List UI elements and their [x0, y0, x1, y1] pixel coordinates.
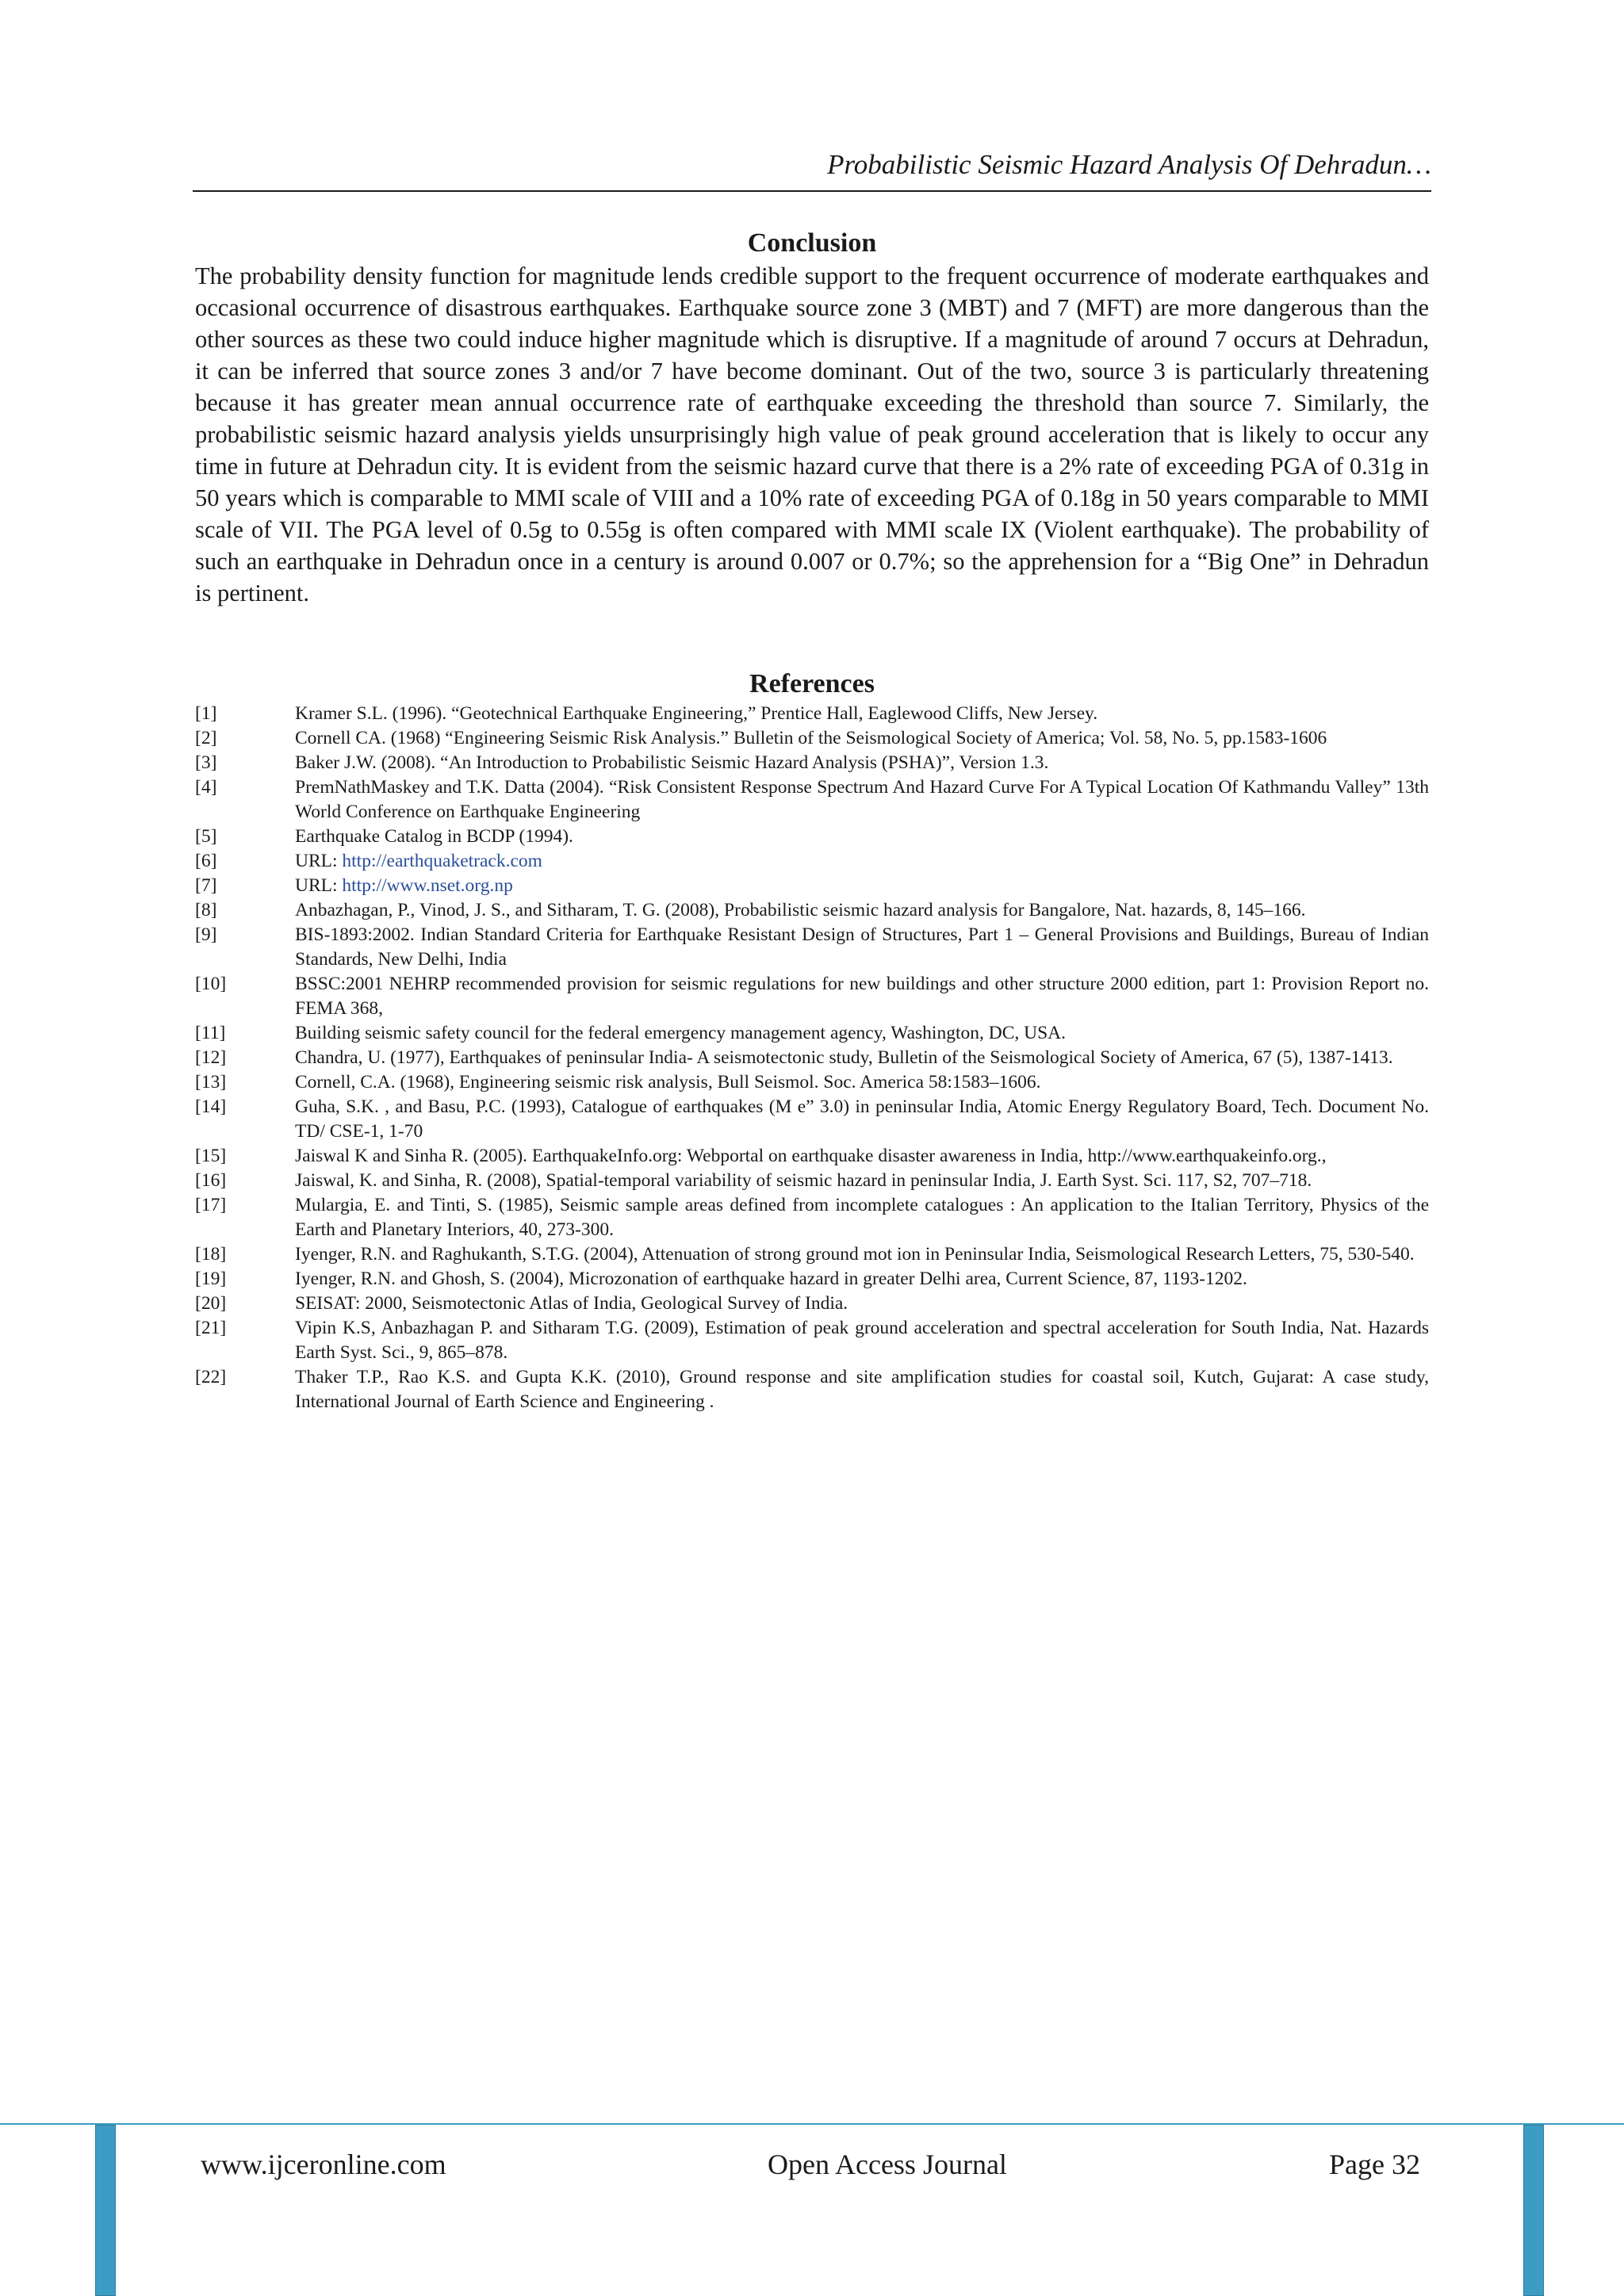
reference-item — [195, 1316, 1429, 1365]
reference-text: Thaker T.P., Rao K.S. and Gupta K.K. (2010), Ground response and site amplification studies for coastal soil, Kutch, Gujarat: A case study, International Journal of Earth Science and Engineering . — [295, 1367, 1429, 1412]
references-heading: References — [749, 669, 875, 698]
reference-item — [195, 825, 1429, 849]
reference-text: Baker J.W. (2008). “An Introduction to Probabilistic Seismic Hazard Analysis (PSHA)”, Version 1.3. — [295, 752, 1049, 773]
reference-text: Chandra, U. (1977), Earthquakes of peninsular India- A seismotectonic study, Bulletin of the Seismological Society of America, 67 (5), 1387-1413. — [295, 1047, 1393, 1068]
reference-text: Jaiswal K and Sinha R. (2005). EarthquakeInfo.org: Webportal on earthquake disaster awareness in India, http://www.earthquakeinfo.org., — [295, 1146, 1327, 1166]
reference-number: [16] — [195, 1170, 227, 1191]
reference-text: BIS-1893:2002. Indian Standard Criteria for Earthquake Resistant Design of Structures, Part 1 – General Provisions and Buildings, Bureau of Indian Standards, New Delhi, India — [295, 924, 1429, 970]
reference-text: Jaiswal, K. and Sinha, R. (2008), Spatial-temporal variability of seismic hazard in peninsular India, J. Earth Syst. Sci. 117, S2, 707–718. — [295, 1170, 1312, 1191]
reference-text: Building seismic safety council for the federal emergency management agency, Washington, DC, USA. — [295, 1023, 1067, 1043]
reference-item — [195, 1169, 1429, 1193]
reference-number: [13] — [195, 1072, 227, 1093]
reference-item — [195, 702, 1429, 726]
running-head: Probabilistic Seismic Hazard Analysis Of Dehradun… — [827, 149, 1431, 180]
reference-item — [195, 923, 1429, 972]
reference-item — [195, 1365, 1429, 1414]
reference-item — [195, 1193, 1429, 1242]
reference-text: Cornell CA. (1968) “Engineering Seismic Risk Analysis.” Bulletin of the Seismological Society of America; Vol. 58, No. 5, pp.1583-1606 — [295, 728, 1327, 748]
reference-text: Guha, S.K. , and Basu, P.C. (1993), Catalogue of earthquakes (M e” 3.0) in peninsular India, Atomic Energy Regulatory Board, Tech. Document No. TD/ CSE-1, 1-70 — [295, 1096, 1429, 1142]
reference-number: [6] — [195, 851, 217, 871]
reference-text: Earthquake Catalog in BCDP (1994). — [295, 826, 573, 847]
reference-text: Anbazhagan, P., Vinod, J. S., and Sitharam, T. G. (2008), Probabilistic seismic hazard analysis for Bangalore, Nat. hazards, 8, 145–166. — [295, 900, 1306, 920]
reference-number: [18] — [195, 1244, 227, 1265]
conclusion-paragraph: The probability density function for magnitude lends credible support to the frequent occurrence of moderate earthquakes and occasional occurrence of disastrous earthquakes. Earthquake source zone 3 (MBT) and 7 (MFT) are more dangerous than the other sources as these two could induce higher magnitude which is disruptive. If a magnitude of around 7 occurs at Dehradun, it can be inferred that source zones 3 and/or 7 have become dominant. Out of the two, source 3 is particularly threatening because it has greater mean annual occurrence rate of earthquake exceeding the threshold than source 7. Similarly, the probabilistic seismic hazard analysis yields unsurprisingly high value of peak ground acceleration that is likely to occur any time in future at Dehradun city. It is evident from the seismic hazard curve that there is a 2% rate of exceeding PGA of 0.31g in 50 years which is comparable to MMI scale of VIII and a 10% rate of exceeding PGA of 0.18g in 50 years comparable to MMI scale of VII. The PGA level of 0.5g to 0.55g is often compared with MMI scale IX (Violent earthquake). The probability of such an earthquake in Dehradun once in a century is around 0.007 or 0.7%; so the apprehension for a “Big One” in Dehradun is pertinent. — [195, 262, 1429, 607]
reference-number: [17] — [195, 1195, 227, 1215]
footer-journal-url: www.ijceronline.com — [201, 2149, 446, 2180]
reference-text: Cornell, C.A. (1968), Engineering seismic risk analysis, Bull Seismol. Soc. America 58:1583–1606. — [295, 1072, 1041, 1093]
reference-text: Kramer S.L. (1996). “Geotechnical Earthquake Engineering,” Prentice Hall, Eaglewood Cliffs, New Jersey. — [295, 703, 1098, 724]
reference-number: [19] — [195, 1269, 227, 1289]
reference-item — [195, 1046, 1429, 1070]
reference-text: Iyenger, R.N. and Ghosh, S. (2004), Microzonation of earthquake hazard in greater Delhi area, Current Science, 87, 1193-1202. — [295, 1269, 1247, 1289]
footer-page-number: Page 32 — [1329, 2149, 1420, 2180]
reference-number: [21] — [195, 1318, 227, 1338]
reference-number: [9] — [195, 924, 217, 945]
header-rule — [193, 190, 1431, 192]
reference-item — [195, 1292, 1429, 1316]
reference-text: PremNathMaskey and T.K. Datta (2004). “Risk Consistent Response Spectrum And Hazard Curve For A Typical Location Of Kathmandu Valley” 13th World Conference on Earthquake Engineering — [295, 777, 1429, 822]
reference-number: [4] — [195, 777, 217, 798]
reference-item — [195, 775, 1429, 825]
reference-text: URL: — [295, 851, 343, 871]
reference-item — [195, 1070, 1429, 1095]
reference-number: [20] — [195, 1293, 227, 1314]
reference-item — [195, 1144, 1429, 1169]
reference-link[interactable]: http://earthquaketrack.com — [342, 851, 542, 871]
reference-text: Vipin K.S, Anbazhagan P. and Sitharam T.G. (2009), Estimation of peak ground acceleration and spectral acceleration for South India, Nat. Hazards Earth Syst. Sci., 9, 865–878. — [295, 1318, 1429, 1363]
footer-left-bar — [95, 2125, 116, 2296]
reference-item — [195, 1021, 1429, 1046]
reference-item — [195, 849, 1429, 874]
footer-rule — [0, 2123, 1624, 2125]
reference-number: [7] — [195, 875, 217, 896]
reference-item — [195, 751, 1429, 775]
reference-item — [195, 874, 1429, 898]
reference-item — [195, 898, 1429, 923]
reference-text: Iyenger, R.N. and Raghukanth, S.T.G. (2004), Attenuation of strong ground mot ion in Peninsular India, Seismological Research Letters, 75, 530-540. — [295, 1244, 1415, 1265]
reference-number: [15] — [195, 1146, 227, 1166]
reference-link[interactable]: http://www.nset.org.np — [342, 875, 513, 896]
reference-number: [8] — [195, 900, 217, 920]
reference-item — [195, 1242, 1429, 1267]
reference-list — [195, 702, 1429, 1414]
reference-text: Mulargia, E. and Tinti, S. (1985), Seismic sample areas defined from incomplete catalogues : An application to the Italian Territory, Physics of the Earth and Planetary Interiors, 40, 273-300. — [295, 1195, 1429, 1240]
footer-right-bar — [1523, 2125, 1544, 2296]
reference-number: [2] — [195, 728, 217, 748]
reference-number: [14] — [195, 1096, 227, 1117]
reference-number: [5] — [195, 826, 217, 847]
reference-number: [1] — [195, 703, 217, 724]
reference-number: [3] — [195, 752, 217, 773]
reference-number: [11] — [195, 1023, 226, 1043]
reference-item — [195, 1267, 1429, 1292]
reference-text: BSSC:2001 NEHRP recommended provision for seismic regulations for new buildings and other structure 2000 edition, part 1: Provision Report no. FEMA 368, — [295, 974, 1429, 1019]
reference-text: URL: — [295, 875, 343, 896]
reference-number: [12] — [195, 1047, 227, 1068]
reference-text: SEISAT: 2000, Seismotectonic Atlas of India, Geological Survey of India. — [295, 1293, 848, 1314]
reference-item — [195, 726, 1429, 751]
reference-item — [195, 1095, 1429, 1144]
reference-item — [195, 972, 1429, 1021]
reference-number: [10] — [195, 974, 227, 994]
reference-number: [22] — [195, 1367, 227, 1387]
conclusion-heading: Conclusion — [747, 228, 877, 258]
footer-open-access-label: Open Access Journal — [768, 2149, 1007, 2180]
